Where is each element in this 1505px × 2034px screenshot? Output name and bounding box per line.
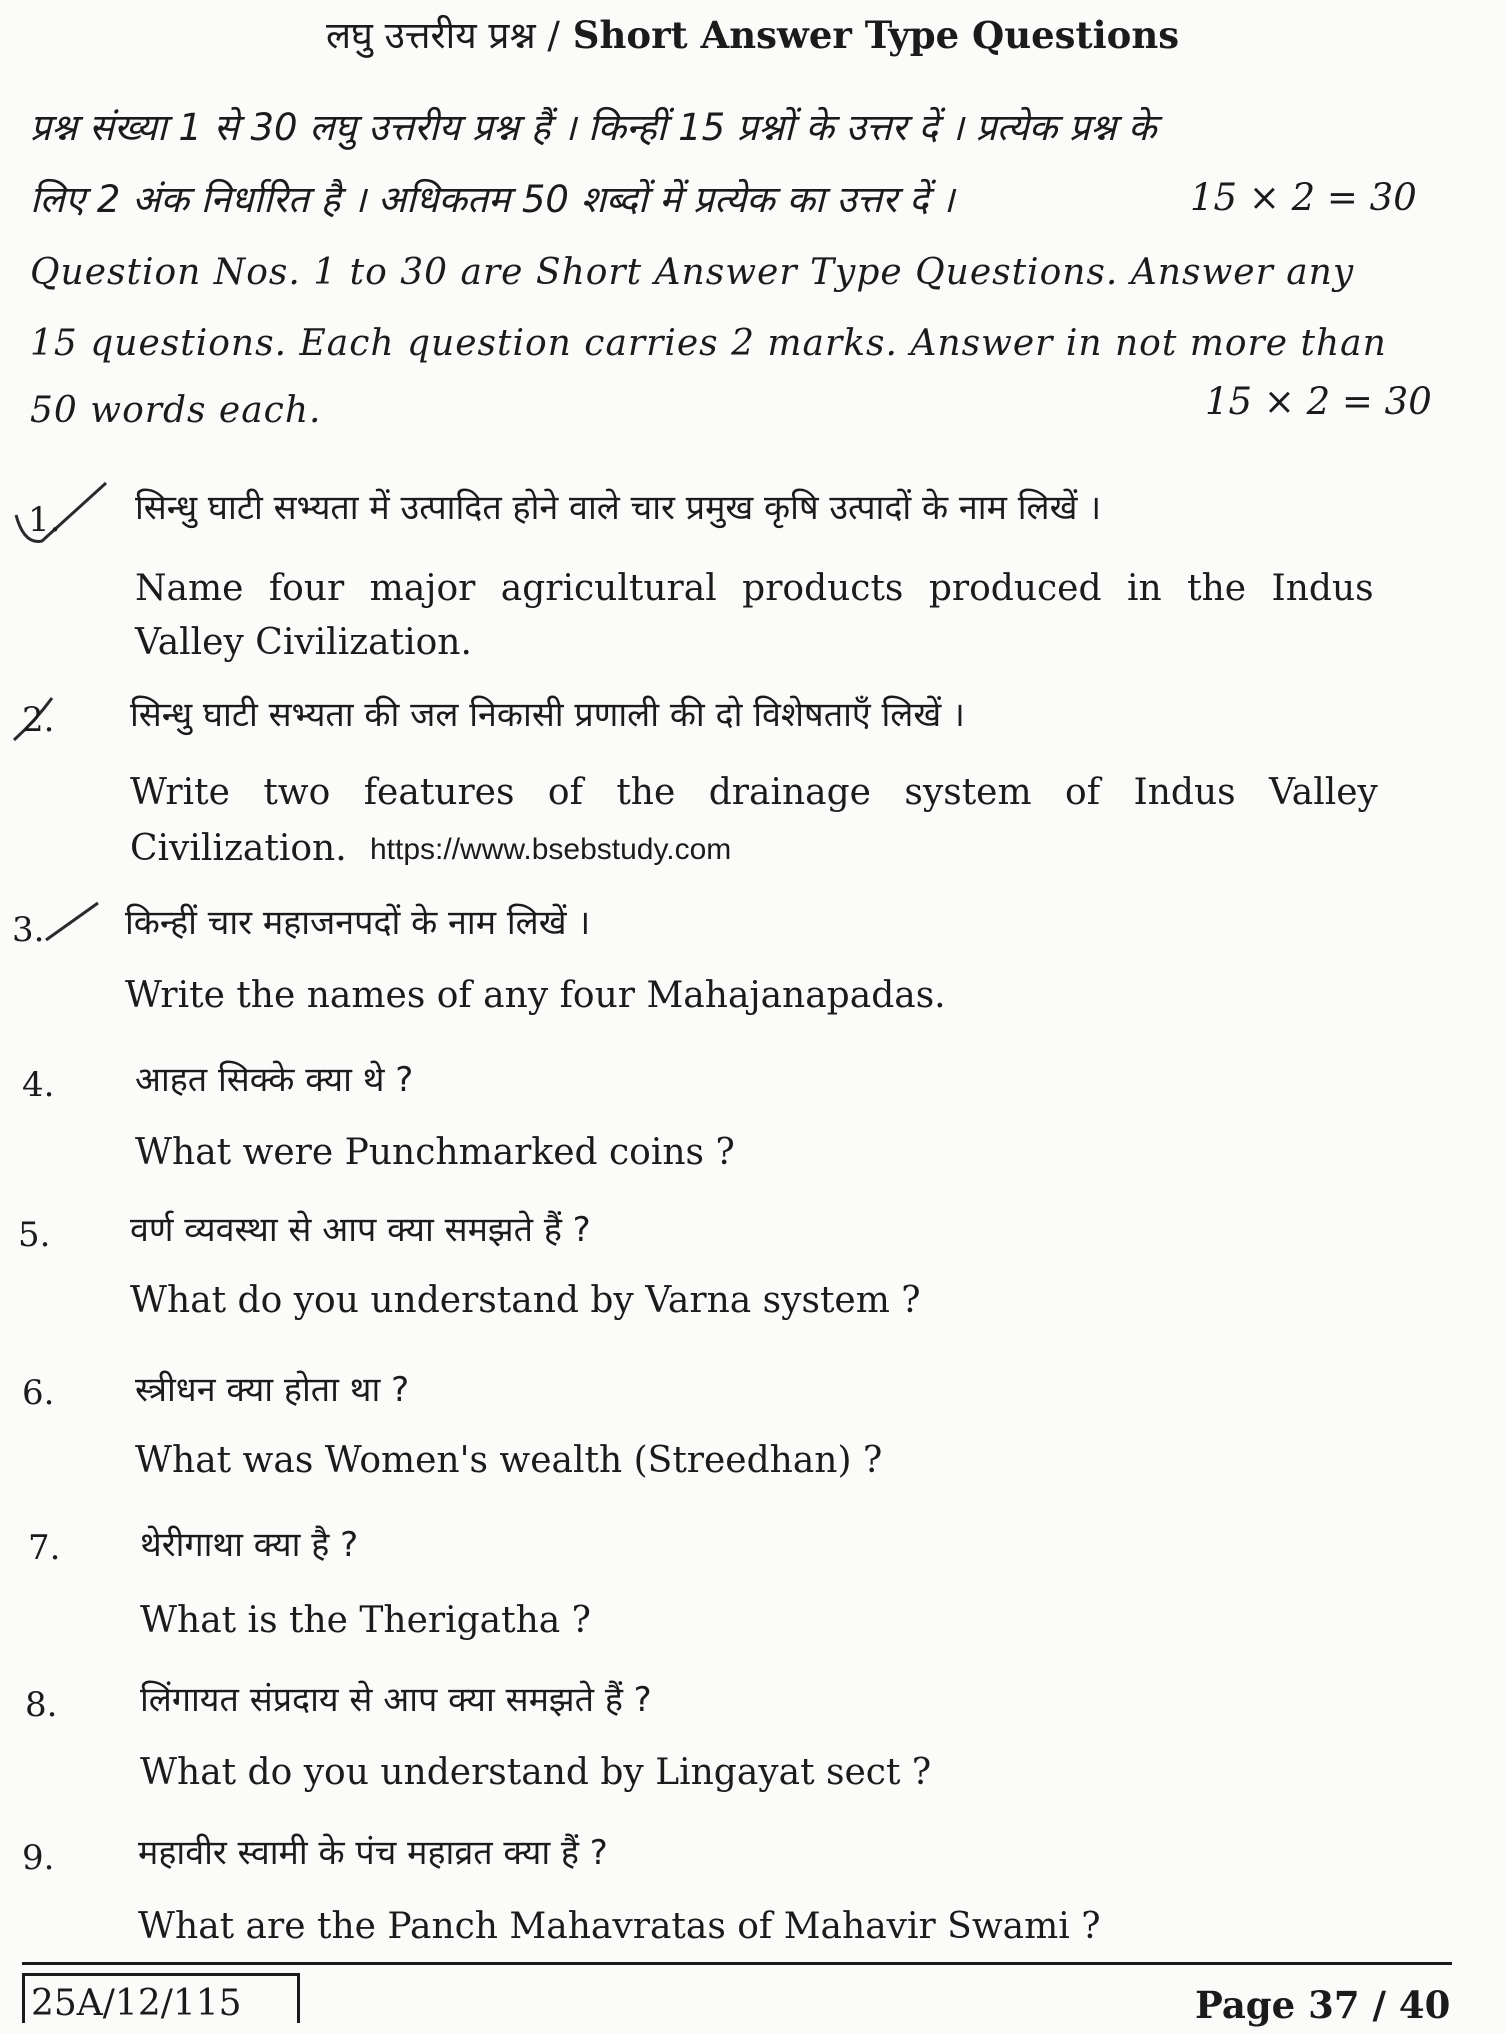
watermark-url[interactable]: https://www.bsebstudy.com [370, 833, 732, 866]
question-english: What are the Panch Mahavratas of Mahavir Swami ? [138, 1906, 1101, 1947]
question-number: 4. [22, 1065, 55, 1105]
question-hindi: सिन्धु घाटी सभ्यता की जल निकासी प्रणाली की दो विशेषताएँ लिखें । [130, 695, 965, 735]
header-english: Short Answer Type Questions [572, 13, 1180, 57]
instruction-hindi-line-1: प्रश्न संख्या 1 से 30 लघु उत्तरीय प्रश्न हैं । किन्हीं 15 प्रश्नों के उत्तर दें । प्रत्येक प्रश्न के [30, 106, 1157, 149]
check-mark-icon [6, 475, 126, 555]
question-number: 1. [28, 500, 61, 540]
question-english: Valley Civilization. [135, 622, 472, 663]
question-english: Name four major agricultural products produced in the Indus [135, 568, 1374, 609]
question-number: 5. [18, 1215, 51, 1255]
header-hindi: लघु उत्तरीय प्रश्न / [325, 14, 560, 57]
page-number: Page 37 / 40 [1195, 1983, 1451, 2027]
question-number: 9. [22, 1838, 55, 1878]
question-english: Civilization. [130, 828, 347, 869]
page-header [0, 8, 1505, 59]
check-mark-icon [6, 690, 106, 750]
question-hindi: वर्ण व्यवस्था से आप क्या समझते हैं ? [130, 1210, 591, 1250]
instruction-english-line-2: 15 questions. Each question carries 2 marks. Answer in not more than [30, 323, 1387, 364]
instruction-hindi-line-2: लिए 2 अंक निर्धारित है । अधिकतम 50 शब्दों में प्रत्येक का उत्तर दें । [30, 178, 955, 221]
question-hindi: थेरीगाथा क्या है ? [140, 1525, 359, 1565]
question-hindi: सिन्धु घाटी सभ्यता में उत्पादित होने वाले चार प्रमुख कृषि उत्पादों के नाम लिखें । [135, 488, 1102, 528]
question-number: 3. [12, 910, 45, 950]
question-number: 8. [25, 1685, 58, 1725]
question-hindi: किन्हीं चार महाजनपदों के नाम लिखें । [125, 903, 591, 943]
question-hindi: लिंगायत संप्रदाय से आप क्या समझते हैं ? [140, 1680, 652, 1720]
question-english: What do you understand by Varna system ? [130, 1280, 921, 1321]
question-english: What were Punchmarked coins ? [135, 1132, 735, 1173]
question-english: What is the Therigatha ? [140, 1600, 591, 1641]
question-english: What was Women's wealth (Streedhan) ? [135, 1440, 883, 1481]
question-number: 7. [28, 1528, 61, 1568]
question-english: Write two features of the drainage system of Indus Valley [130, 772, 1378, 813]
footer-divider [22, 1962, 1452, 1965]
question-number: 6. [22, 1373, 55, 1413]
question-hindi: महावीर स्वामी के पंच महाव्रत क्या हैं ? [138, 1833, 608, 1873]
paper-code: 25A/12/115 [22, 1973, 300, 2023]
instruction-english-line-1: Question Nos. 1 to 30 are Short Answer Type Questions. Answer any [30, 252, 1355, 293]
instruction-english-marks: 15 × 2 = 30 [1205, 380, 1432, 423]
instruction-english-line-3: 50 words each. [30, 390, 322, 431]
question-number: 2. [22, 700, 55, 740]
question-hindi: स्त्रीधन क्या होता था ? [135, 1370, 410, 1410]
question-english: Write the names of any four Mahajanapadas. [125, 975, 946, 1016]
question-english: What do you understand by Lingayat sect ? [140, 1752, 932, 1793]
instruction-hindi-marks: 15 × 2 = 30 [1190, 176, 1417, 219]
question-hindi: आहत सिक्के क्या थे ? [135, 1060, 414, 1100]
